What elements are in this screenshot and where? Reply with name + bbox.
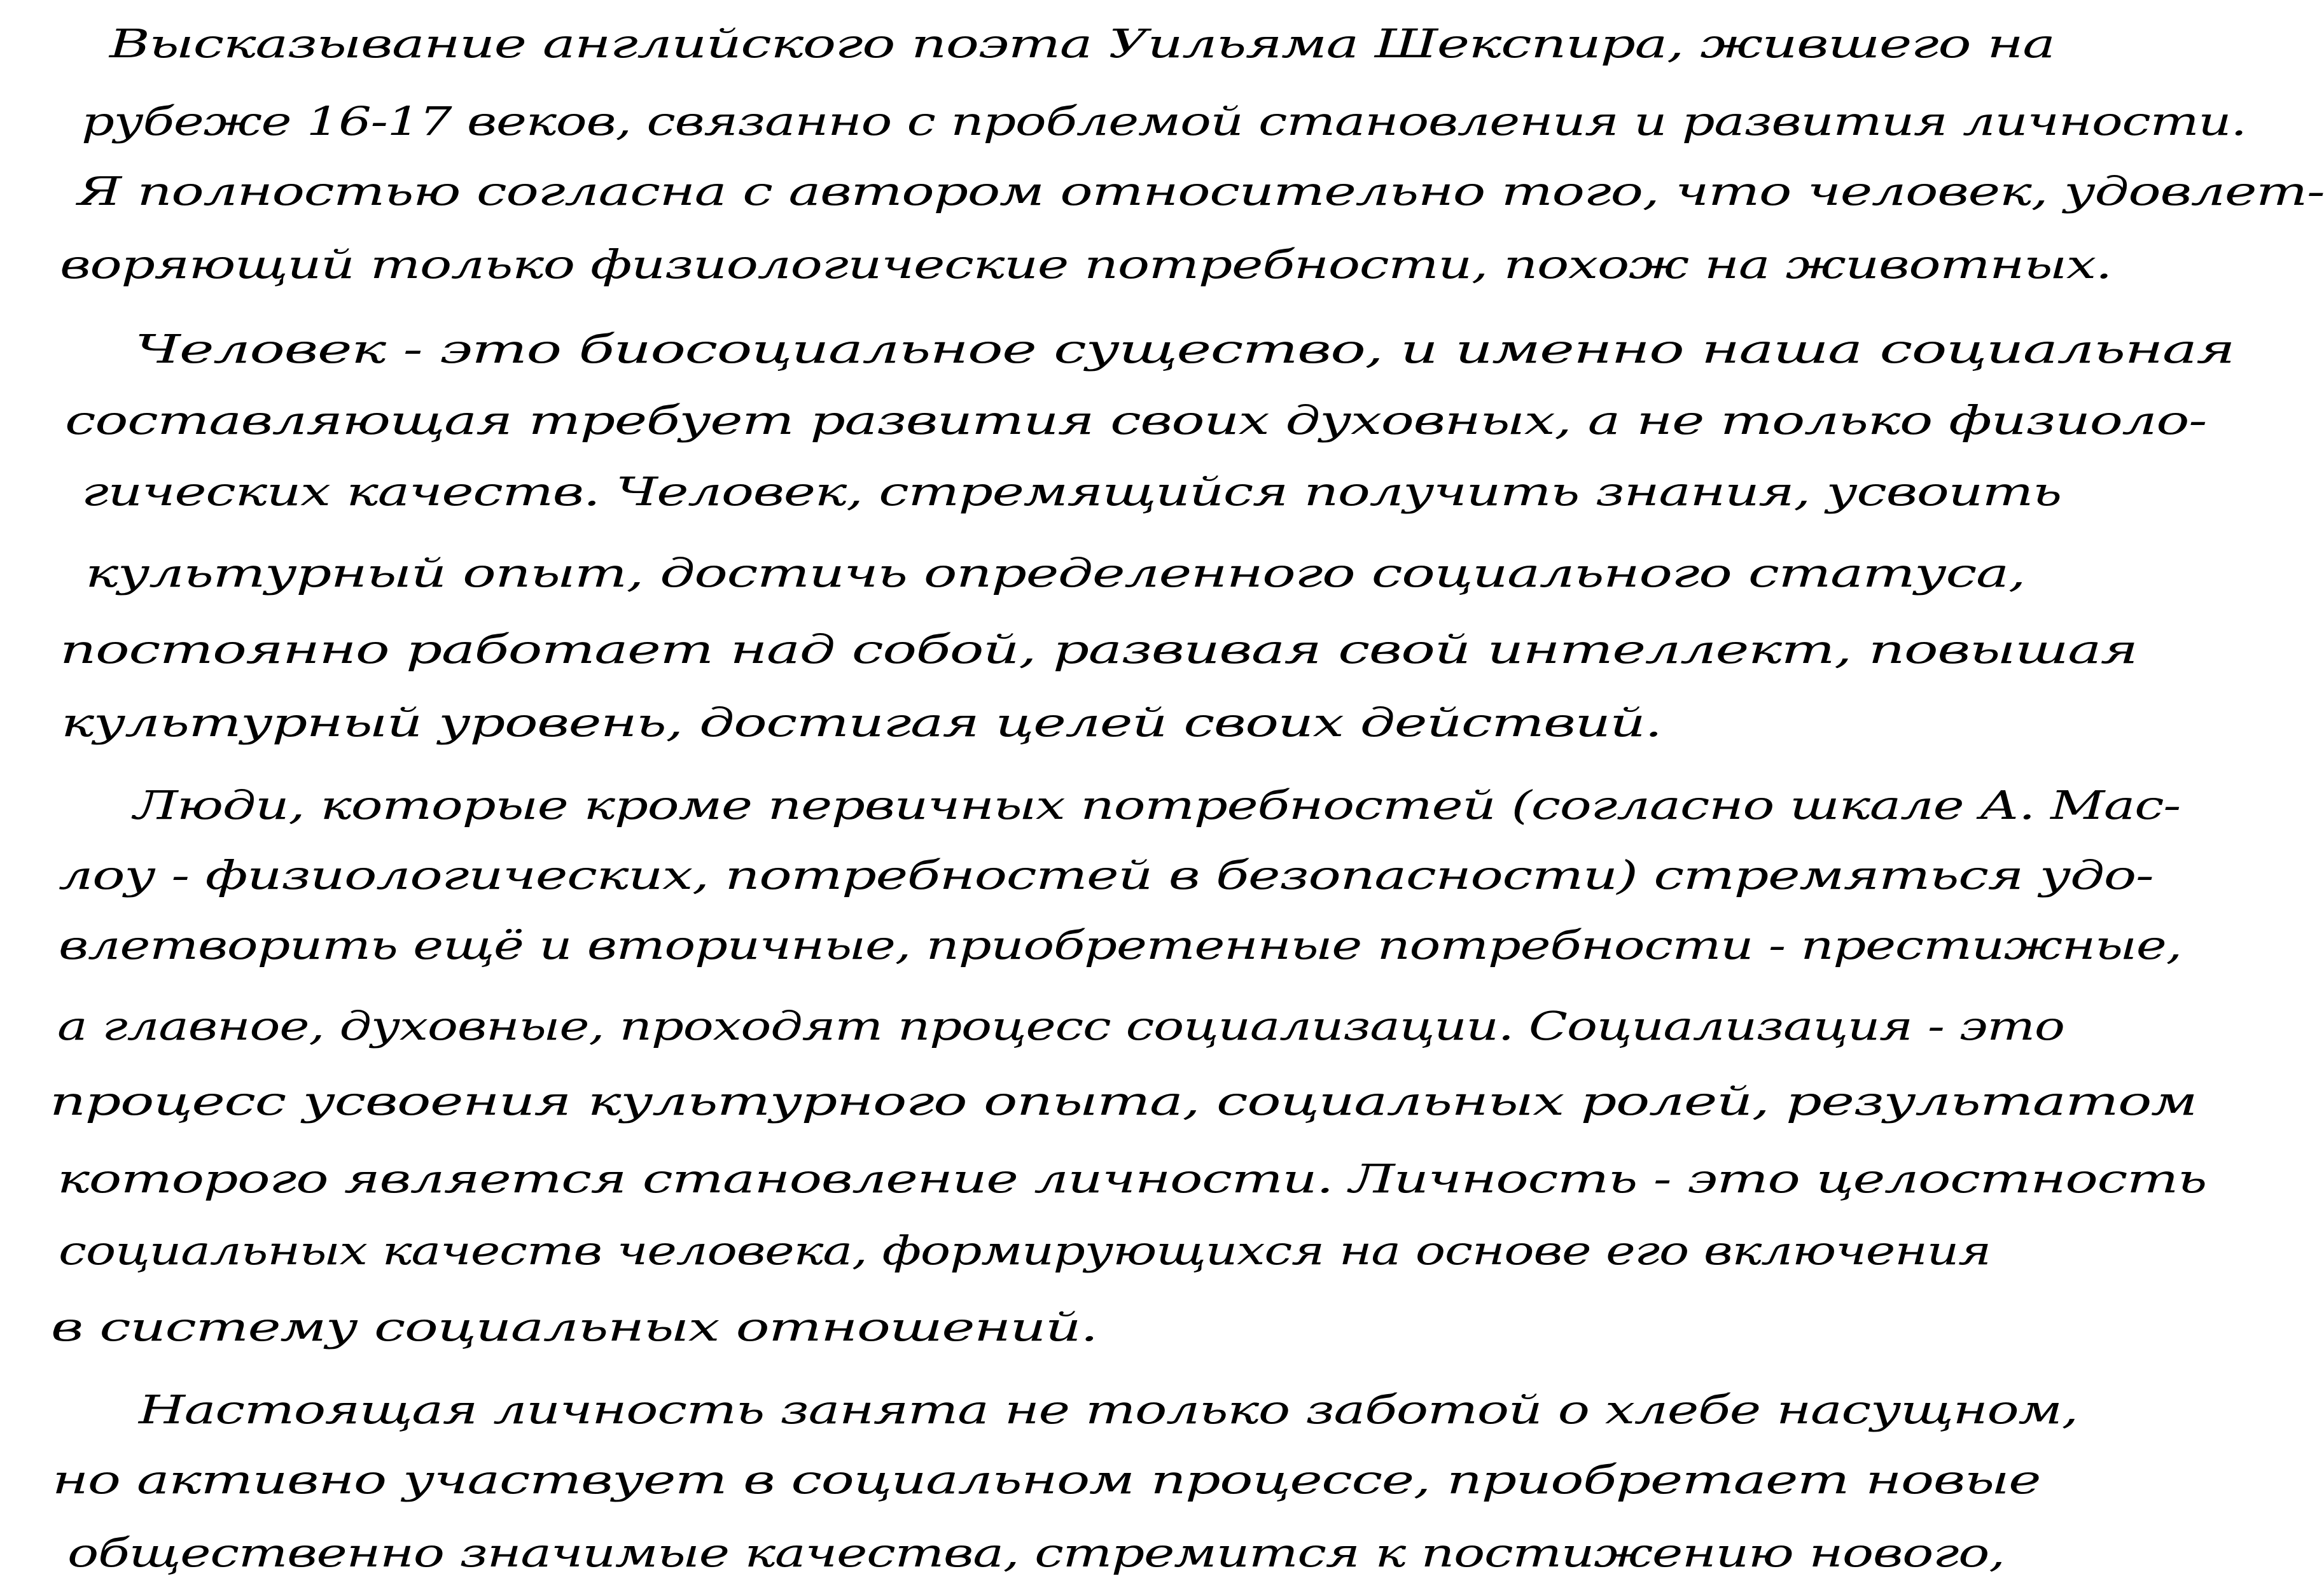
essay-line-14: а главное, духовные, проходят процесс социализации. Социализация - это <box>57 1003 2064 1049</box>
essay-line-7: гических качеств. Человек, стремящийся получить знания, усвоить <box>81 468 2061 515</box>
essay-line-6: составляющая требует развития своих духовных, а не только физиоло- <box>65 397 2207 443</box>
essay-line-18: в систему социальных отношений. <box>51 1304 1097 1350</box>
essay-line-11: Люди, которые кроме первичных потребностей (согласно шкале А. Мас- <box>134 782 2181 828</box>
essay-line-10: культурный уровень, достигая целей своих действий. <box>61 699 1662 746</box>
essay-line-9: постоянно работает над собой, развивая свой интеллект, повышая <box>60 626 2138 673</box>
essay-line-19: Настоящая личность занята не только заботой о хлебе насущном, <box>139 1386 2078 1433</box>
essay-line-16: которого является становление личности. Личность - это целостность <box>57 1155 2207 1202</box>
essay-line-4: воряющий только физиологические потребности, похож на животных. <box>60 241 2112 288</box>
essay-line-2: рубеже 16-17 веков, связанно с проблемой становления и развития личности. <box>81 98 2246 144</box>
essay-line-1: Высказывание английского поэта Уильяма Шекспира, жившего на <box>109 20 2055 67</box>
essay-line-12: лоу - физиологических, потребностей в безопасности) стремяться удо- <box>59 852 2154 898</box>
essay-line-20: но активно участвует в социальном процессе, приобретает новые <box>52 1456 2041 1503</box>
essay-line-5: Человек - это биосоциальное существо, и именно наша социальная <box>135 326 2235 372</box>
essay-line-8: культурный опыт, достичь определенного социального статуса, <box>85 550 2026 596</box>
essay-line-21: общественно значимые качества, стремится к постижению нового, <box>67 1530 2005 1576</box>
essay-line-15: процесс усвоения культурного опыта, социальных ролей, результатом <box>50 1078 2197 1124</box>
essay-line-3: Я полностью согласна с автором относительно того, что человек, удовлет- <box>78 168 2324 214</box>
essay-line-13: влетворить ещё и вторичные, приобретенные потребности - престижные, <box>59 922 2181 968</box>
essay-line-17: социальных качеств человека, формирующихся на основе его включения <box>59 1227 1991 1274</box>
